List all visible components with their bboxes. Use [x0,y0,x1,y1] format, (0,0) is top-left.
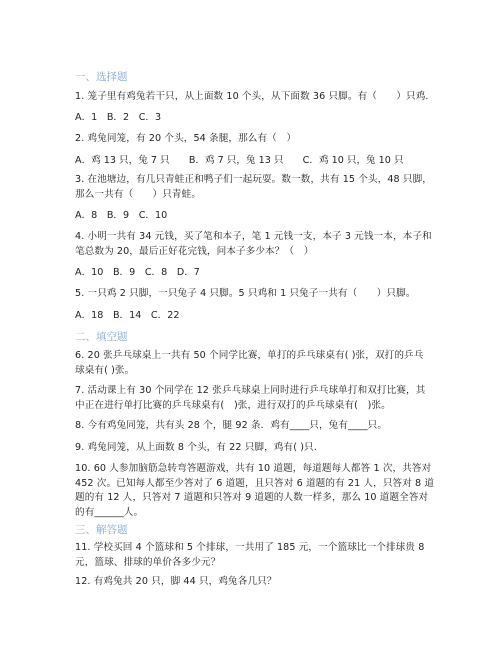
question-12-line-1: 12. 有鸡兔共 20 只，脚 44 只，鸡兔各几只？ [75,576,277,587]
question-3-stem-line-2: 那么一共有（ ）只青蛙。 [75,188,202,200]
question-4-stem-line-2: 笔总数为 20，最后正好花完钱，问本子多少本？（ ） [75,245,314,257]
section-answer-heading: 三、解答题 [75,524,128,536]
question-4-options: A．10 B．9 C．8 D．7 [75,267,200,278]
question-8-line-1: 8. 今有鸡兔同笼，共有头 28 个，腿 92 条．鸡有____只，兔有____只。 [75,420,388,431]
question-2 [75,132,404,168]
section-fill-heading: 二、填空题 [75,331,128,343]
question-2-options: A．鸡 13 只，兔 7 只 B．鸡 7 只，兔 13 只 C．鸡 10 只，兔 10 只 [75,154,404,166]
question-3 [75,173,432,223]
question-1-stem: 1. 笼子里有鸡兔若干只，从上面数 10 个头，从下面数 36 只脚。有（ ）只鸡. [75,91,429,102]
question-4 [75,230,432,280]
question-10-line-3: 题的有 12 人，只答对 7 道题和只答对 9 道题的人数一样多，那么 10 道题全答对 [75,492,429,503]
question-12 [75,575,277,590]
question-3-stem-line-1: 3. 在池塘边，有几只青蛙正和鸭子们一起玩耍。数一数，共有 15 个头，48 只脚， [75,174,432,185]
question-7 [75,384,425,413]
question-8 [75,419,387,434]
question-7-line-1: 7. 活动课上有 30 个同学在 12 张乒乓球桌上同时进行乒乓球单打和双打比赛，其 [75,385,426,396]
question-6-line-1: 6. 20 张乒乓球桌上一共有 50 个同学比赛，单打的乒乓球桌有( )张，双打的乒乓 [75,350,424,361]
section-choice-heading: 一、选择题 [75,71,128,83]
question-10-line-1: 10. 60 人参加脑筋急转弯答题游戏，共有 10 道题，每道题每人都答 1 次，共答对 [75,463,432,474]
question-10-line-4: 的有______人。 [75,506,144,518]
question-10-line-2: 452 次。已知每人都至少答对了 6 道题，且只答对 6 道题的有 21 人，只答对 8 道 [75,477,435,489]
question-6 [75,349,423,378]
question-5-stem: 5. 一只鸡 2 只脚，一只兔子 4 只脚。5 只鸡和 1 只兔子一共有（ ）只脚。 [75,288,416,299]
question-11-line-2: 元，篮球、排球的单价各多少元？ [75,556,221,568]
question-1-options: A．1 B．2 C．3 [75,111,162,123]
question-5 [75,287,415,323]
question-3-options: A．8 B．9 C．10 [75,210,168,221]
question-9-line-1: 9. 鸡兔同笼，从上面数 8 个头，有 22 只脚，鸡有( )只. [75,442,317,453]
question-9 [75,441,317,456]
question-10 [75,462,434,520]
question-2-stem: 2. 鸡兔同笼，有 20 个头，54 条腿，那么有（ ） [75,133,297,144]
question-5-options: A．18 B．14 C．22 [75,309,180,321]
question-7-line-2: 中正在进行单打比赛的乒乓球桌有( )张，进行双打的乒乓球桌有( )张。 [75,399,391,411]
question-11 [75,541,424,570]
question-4-stem-line-1: 4. 小明一共有 34 元钱，买了笔和本子，笔 1 元钱一支，本子 3 元钱一本，本子和 [75,231,432,242]
question-6-line-2: 球桌有( )张。 [75,364,135,376]
question-11-line-1: 11. 学校买回 4 个篮球和 5 个排球，一共用了 185 元，一个篮球比一个排球贵 8 [75,542,425,553]
question-1 [75,90,429,125]
